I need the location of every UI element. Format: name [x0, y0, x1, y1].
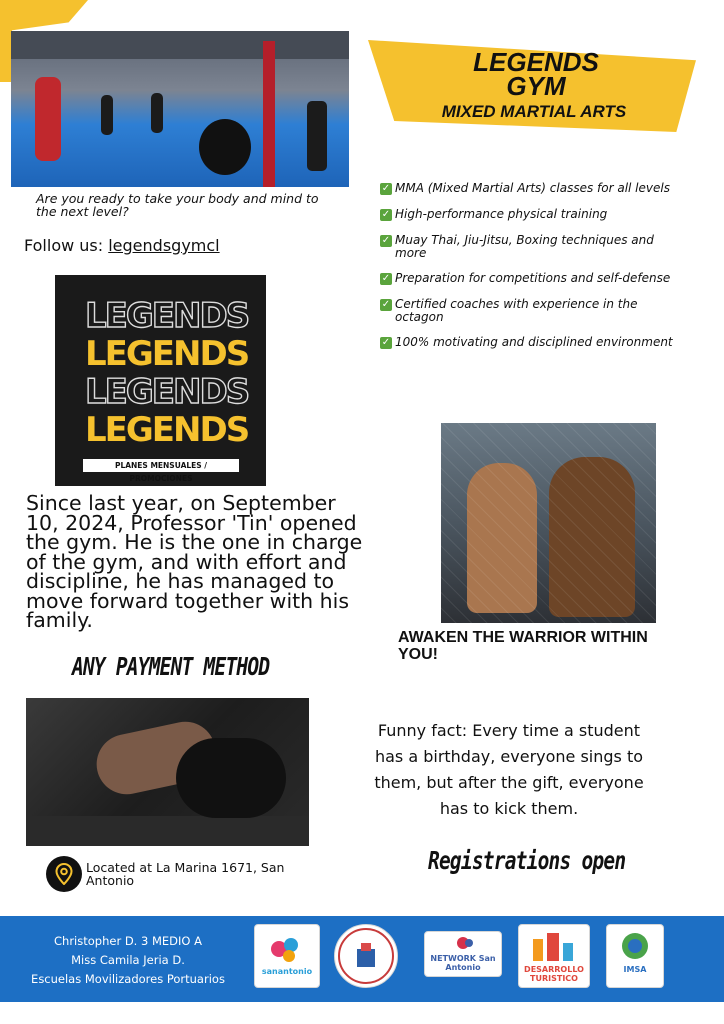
poster-word: LEGENDS: [85, 296, 249, 336]
list-item: [380, 208, 676, 221]
page-subtitle: MIXED MARTIAL ARTS: [441, 102, 627, 121]
credits: [28, 932, 228, 989]
logo-caption: IMSA: [623, 965, 647, 974]
logo-desarrollo-turistico: [518, 924, 590, 988]
page-title: [440, 47, 632, 101]
fighters-photo: [441, 423, 656, 623]
title-line: LEGENDS: [473, 47, 599, 77]
awaken-heading: AWAKEN THE WARRIOR WITHIN YOU!: [398, 629, 648, 663]
logo-network: [424, 931, 502, 977]
logo-imsa: [606, 924, 664, 988]
list-item: [380, 298, 676, 323]
feature-text: MMA (Mixed Martial Arts) classes for all levels: [395, 181, 670, 195]
payment-heading: ANY PAYMENT METHOD: [72, 652, 270, 681]
feature-text: Preparation for competitions and self-defense: [395, 271, 671, 285]
credit-line: Escuelas Movilizadores Portuarios: [31, 972, 225, 986]
list-item: [380, 234, 676, 259]
credit-line: Christopher D. 3 MEDIO A: [54, 934, 202, 948]
feature-text: Muay Thai, Jiu-Jitsu, Boxing techniques and more: [395, 233, 654, 260]
list-item: [380, 182, 676, 195]
list-item: [380, 336, 676, 349]
location-text: Located at La Marina 1671, San Antonio: [86, 860, 285, 888]
logo-sanantonio: [254, 924, 320, 988]
grappling-photo: [26, 698, 309, 846]
list-item: [380, 272, 676, 285]
logo-caption: sanantonio: [261, 967, 313, 976]
feature-list: [380, 182, 676, 362]
check-icon: ✓: [381, 337, 391, 348]
location-pin-icon: [46, 856, 82, 892]
credit-line: Miss Camila Jeria D.: [71, 953, 185, 967]
legends-poster: [55, 275, 266, 486]
registrations-heading: Registrations open: [428, 846, 626, 875]
logo-escuela: [334, 924, 398, 988]
poster-plans-banner: PLANES MENSUALES / PROMOCIONES: [83, 459, 239, 472]
logo-caption: NETWORK San Antonio: [430, 954, 496, 972]
check-icon: ✓: [381, 235, 391, 246]
check-icon: ✓: [381, 273, 391, 284]
gym-story: Since last year, on September 10, 2024, Professor 'Tin' opened the gym. He is the one in charge of the gym, and with effort and discipline, he has managed to move forward together with his family.: [26, 491, 363, 632]
check-icon: ✓: [381, 183, 391, 194]
tagline: Are you ready to take your body and mind to the next level?: [36, 191, 319, 219]
poster-word: LEGENDS: [85, 372, 249, 412]
check-icon: ✓: [381, 209, 391, 220]
funny-fact: Funny fact: Every time a student has a birthday, everyone sings to them, but after the gift, everyone has to kick them.: [374, 721, 644, 818]
follow-us: [24, 236, 220, 255]
poster-word: LEGENDS: [85, 410, 249, 450]
feature-text: 100% motivating and disciplined environment: [395, 335, 673, 349]
title-line: GYM: [506, 71, 566, 101]
check-icon: ✓: [381, 299, 391, 310]
feature-text: High-performance physical training: [395, 207, 608, 221]
poster-word: LEGENDS: [85, 334, 249, 374]
follow-label: Follow us:: [24, 236, 109, 255]
corner-accent: [0, 0, 88, 32]
social-handle-link[interactable]: legendsgymcl: [108, 236, 220, 255]
gym-interior-photo: [11, 31, 349, 187]
feature-text: Certified coaches with experience in the octagon: [395, 297, 638, 324]
logo-caption: DESARROLLO TURISTICO: [524, 965, 584, 983]
